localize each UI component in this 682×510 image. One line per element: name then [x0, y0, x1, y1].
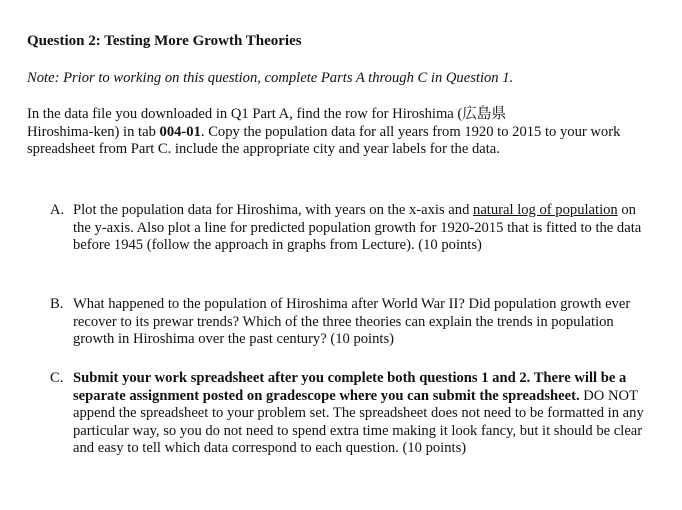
intro-text-1: In the data file you downloaded in Q1 Part A, find the row for Hiroshima (広島県 [27, 106, 507, 122]
item-letter: C. [50, 370, 64, 386]
item-a-underlined-text: natural log of population [473, 202, 618, 218]
list-item-a [50, 202, 650, 255]
list-item-c [50, 370, 650, 458]
item-c-text: DO NOT append the spreadsheet to your problem set. The spreadsheet does not need to be formatted in any particular way, so you do not need to spend extra time making it look fancy, but it should be clear and easy to tell which data correspond to each question. (10 points) [73, 387, 644, 457]
item-c-bold-text: Submit your work spreadsheet after you complete both questions 1 and 2. There will be a separate assignment posted on gradescope where you can submit the spreadsheet. [73, 370, 627, 404]
prerequisite-note: Note: Prior to working on this question, complete Parts A through C in Question 1. [27, 70, 514, 86]
intro-paragraph [27, 106, 652, 159]
item-a-text-2: on the y-axis. Also plot a line for predicted population growth for 1920-2015 that is fitted to the data before 1945 (follow the approach in graphs from Lecture). (10 points) [73, 202, 642, 254]
list-item-b [50, 296, 650, 349]
intro-text-2: Hiroshima-ken) in tab [27, 123, 160, 140]
item-body [73, 370, 650, 458]
tab-name: 004-01 [159, 123, 201, 140]
item-a-text-1: Plot the population data for Hiroshima, with years on the x-axis and [73, 202, 474, 218]
intro-text-3: . Copy the population data for all years from 1920 to 2015 to your work spreadsheet from Part C. include the appropriate city and year labels for the data. [27, 123, 621, 158]
item-letter: A. [50, 202, 65, 218]
item-letter: B. [50, 296, 64, 312]
question-title: Question 2: Testing More Growth Theories [27, 33, 302, 49]
item-body [73, 202, 650, 255]
item-body: What happened to the population of Hiroshima after World War II? Did population growth ever recover to its prewar trends? Which of the three theories can explain the trends in population growth in Hiroshima over the past century? (10 points) [73, 296, 631, 348]
